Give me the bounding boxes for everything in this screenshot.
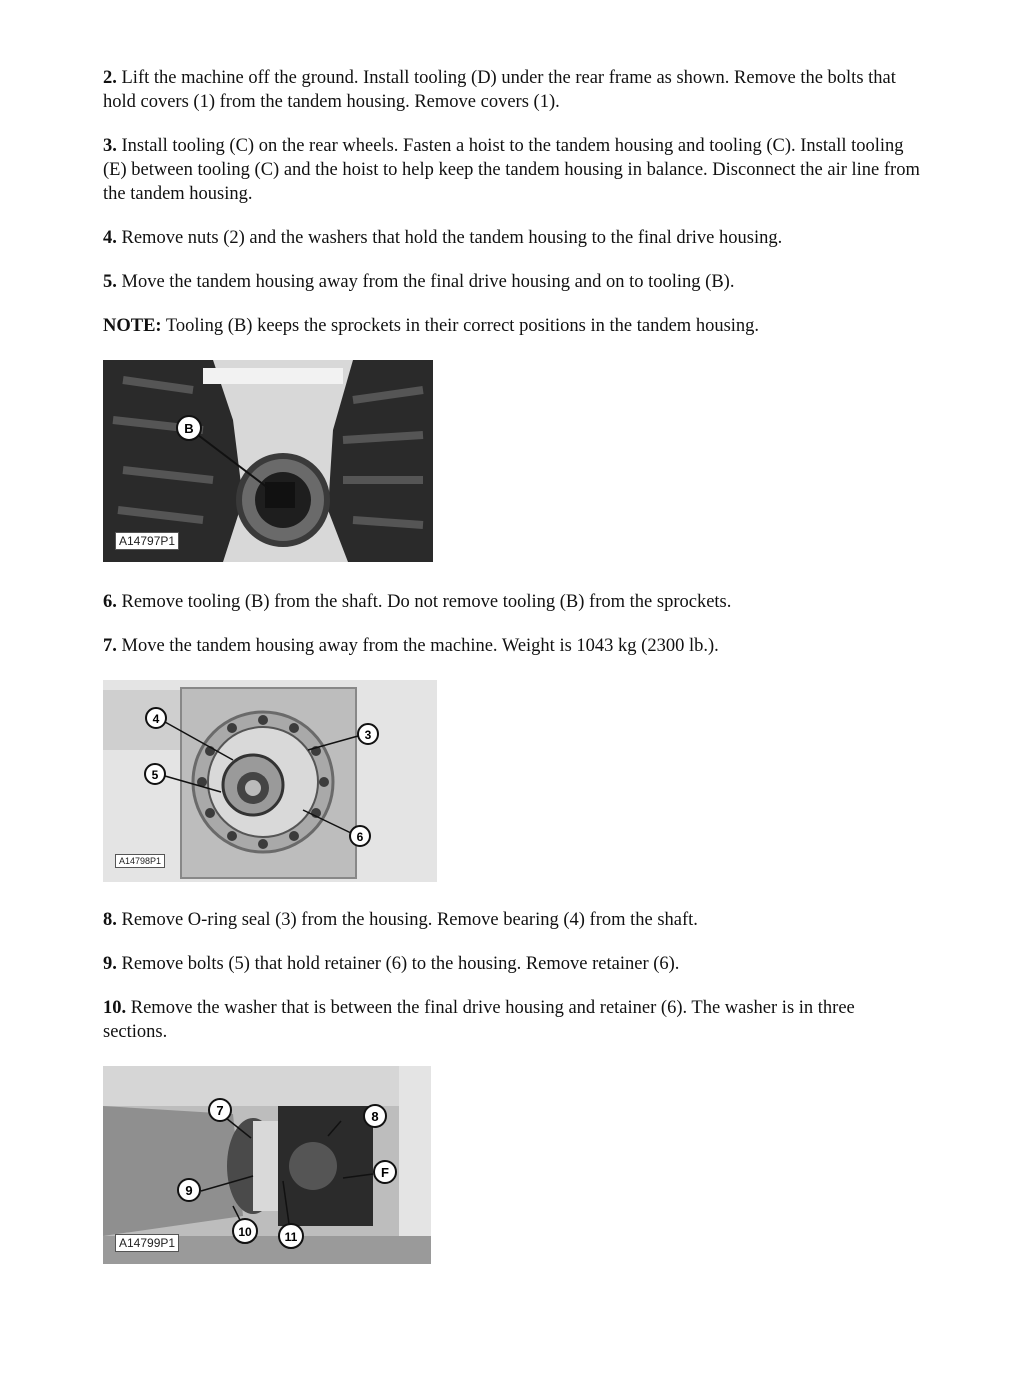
step-9: [103, 952, 923, 976]
step-10: [103, 996, 923, 1044]
callout-7: 7: [216, 1103, 224, 1118]
callout-9: 9: [185, 1183, 193, 1198]
callout-4: 4: [152, 712, 160, 726]
figure-washer: [103, 1066, 431, 1264]
step-7: [103, 634, 923, 658]
step-text: Remove O-ring seal (3) from the housing. Remove bearing (4) from the shaft.: [116, 910, 698, 930]
step-number: 3.: [103, 136, 117, 156]
step-text: Remove nuts (2) and the washers that hold the tandem housing to the final drive housing.: [116, 228, 783, 248]
step-4: [103, 226, 923, 250]
step-text: Move the tandem housing away from the final drive housing and on to tooling (B).: [116, 272, 735, 292]
callout-11: 11: [284, 1230, 298, 1244]
document-page: [103, 66, 923, 1264]
figure-label: A14797P1: [115, 532, 179, 550]
step-number: 2.: [103, 68, 117, 88]
step-text: Remove tooling (B) from the shaft. Do not remove tooling (B) from the sprockets.: [116, 592, 732, 612]
step-text: Install tooling (C) on the rear wheels. Fasten a hoist to the tandem housing and tooling (C). Install tooling (E) between tooling (C) and the hoist to help keep the tandem housing in balance. Disconnect the air line from the tandem housing.: [103, 136, 920, 204]
step-2: [103, 66, 923, 114]
figure-label: A14798P1: [115, 854, 165, 868]
step-number: 6.: [103, 592, 117, 612]
step-5: [103, 270, 923, 294]
callout-f: F: [381, 1165, 389, 1180]
callout-6: 6: [356, 830, 364, 844]
step-number: 9.: [103, 954, 117, 974]
step-number: 7.: [103, 636, 117, 656]
step-6: [103, 590, 923, 614]
step-8: [103, 908, 923, 932]
callout-3: 3: [364, 728, 372, 742]
note-text: Tooling (B) keeps the sprockets in their correct positions in the tandem housing.: [161, 316, 760, 336]
callout-10: 10: [238, 1225, 252, 1239]
figure-tooling-b: [103, 360, 433, 562]
figure-retainer: [103, 680, 437, 882]
note: [103, 314, 923, 338]
step-number: 10.: [103, 998, 127, 1018]
step-text: Remove the washer that is between the final drive housing and retainer (6). The washer is in three sections.: [103, 998, 855, 1042]
step-number: 5.: [103, 272, 117, 292]
figure-retainer-illustration: [103, 680, 437, 882]
note-label: NOTE:: [103, 316, 162, 336]
figure-label: A14799P1: [115, 1234, 179, 1252]
step-text: Remove bolts (5) that hold retainer (6) to the housing. Remove retainer (6).: [116, 954, 680, 974]
step-number: 8.: [103, 910, 117, 930]
step-number: 4.: [103, 228, 117, 248]
step-3: [103, 134, 923, 206]
callout-8: 8: [371, 1109, 379, 1124]
callout-5: 5: [151, 768, 159, 782]
step-text: Lift the machine off the ground. Install tooling (D) under the rear frame as shown. Remove the bolts that hold covers (1) from the tandem housing. Remove covers (1).: [103, 68, 896, 112]
callout-b: B: [184, 421, 194, 436]
step-text: Move the tandem housing away from the machine. Weight is 1043 kg (2300 lb.).: [116, 636, 719, 656]
